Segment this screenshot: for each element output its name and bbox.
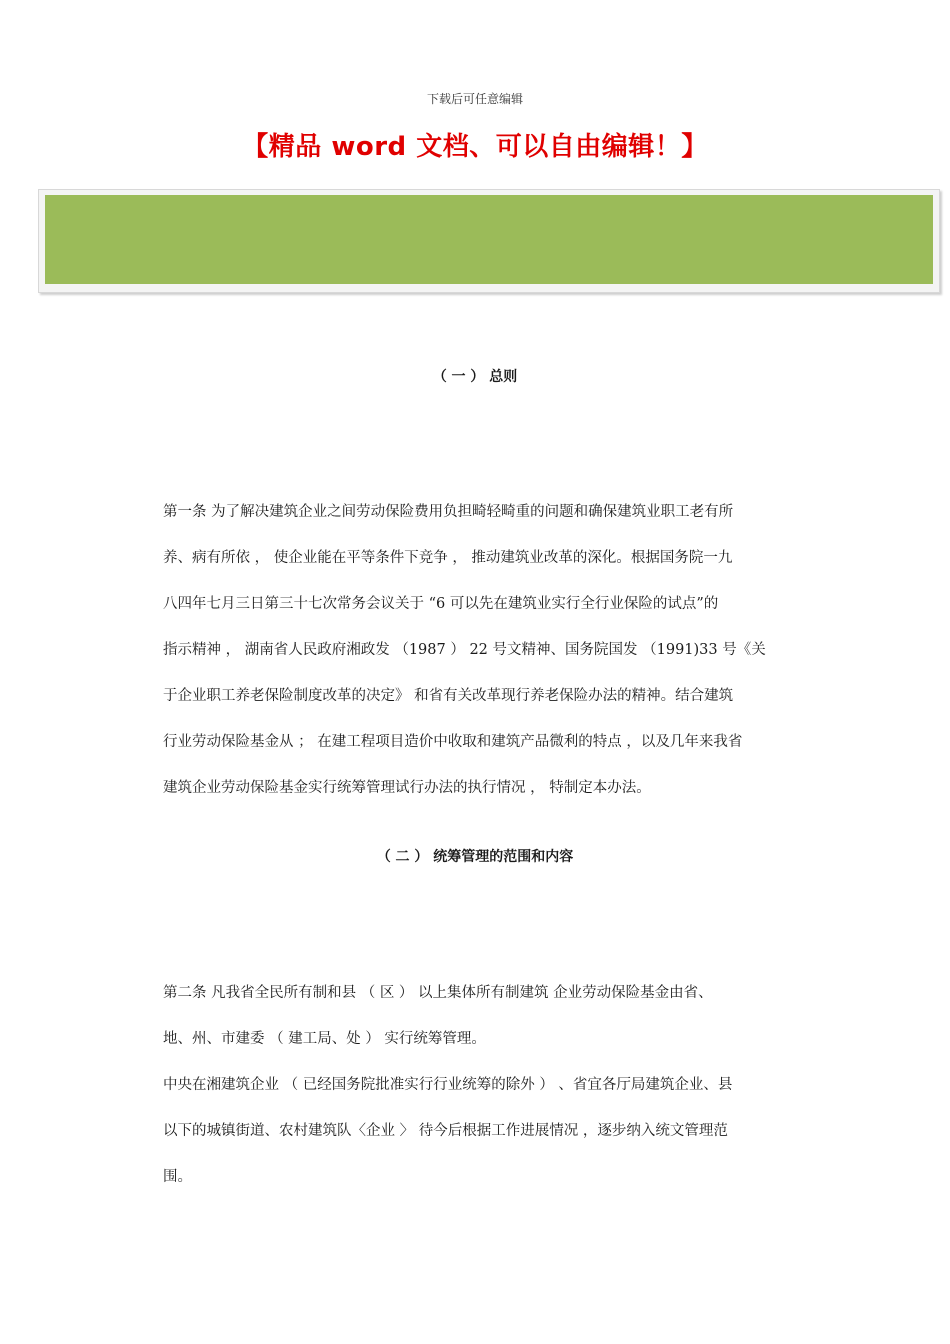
paragraph-line: 行业劳动保险基金从 ； 在建工程项目造价中收取和建筑产品微利的特点 ，以及几年来我省 bbox=[163, 734, 743, 750]
section-heading-scope: （ 二 ） 统筹管理的范围和内容 bbox=[376, 849, 574, 865]
paragraph-line: 围。 bbox=[163, 1169, 192, 1185]
promo-title: 【精品 word 文档、可以自由编辑！】 bbox=[242, 132, 708, 162]
paragraph-line: 建筑企业劳动保险基金实行统筹管理试行办法的执行情况 ， 特制定本办法。 bbox=[163, 780, 651, 796]
green-banner bbox=[45, 195, 933, 284]
page-header-note: 下载后可任意编辑 bbox=[426, 92, 523, 106]
section-heading-general: （ 一 ） 总则 bbox=[432, 369, 518, 385]
article-2-paragraph bbox=[163, 982, 803, 1189]
paragraph-line: 地、州、市建委 （ 建工局、处 ） 实行统筹管理。 bbox=[163, 1031, 486, 1047]
paragraph-line: 中央在湘建筑企业 （ 已经国务院批准实行行业统筹的除外 ） 、省宜各厅局建筑企业、县 bbox=[163, 1077, 733, 1093]
paragraph-line: 养、病有所依 ， 使企业能在平等条件下竞争 ， 推动建筑业改革的深化。根据国务院一九 bbox=[163, 550, 733, 566]
paragraph-line: 第二条 凡我省全民所有制和县 （ 区 ） 以上集体所有制建筑 企业劳动保险基金由省、 bbox=[163, 985, 713, 1001]
article-1-paragraph bbox=[163, 501, 803, 800]
paragraph-line: 指示精神 ， 湖南省人民政府湘政发 （1987 ） 22 号文精神、国务院国发 （1991)33 号《关 bbox=[163, 642, 766, 658]
banner-frame bbox=[38, 189, 940, 293]
paragraph-line: 第一条 为了解决建筑企业之间劳动保险费用负担畸轻畸重的问题和确保建筑业职工老有所 bbox=[163, 504, 734, 520]
paragraph-line: 以下的城镇街道、农村建筑队〈企业 〉 待今后根据工作进展情况 ，逐步纳入统文管理范 bbox=[163, 1123, 728, 1139]
paragraph-line: 于企业职工养老保险制度改革的决定》 和省有关改革现行养老保险办法的精神。结合建筑 bbox=[163, 688, 734, 704]
paragraph-line: 八四年七月三日第三十七次常务会议关于 “6 可以先在建筑业实行全行业保险的试点”的 bbox=[163, 596, 719, 612]
